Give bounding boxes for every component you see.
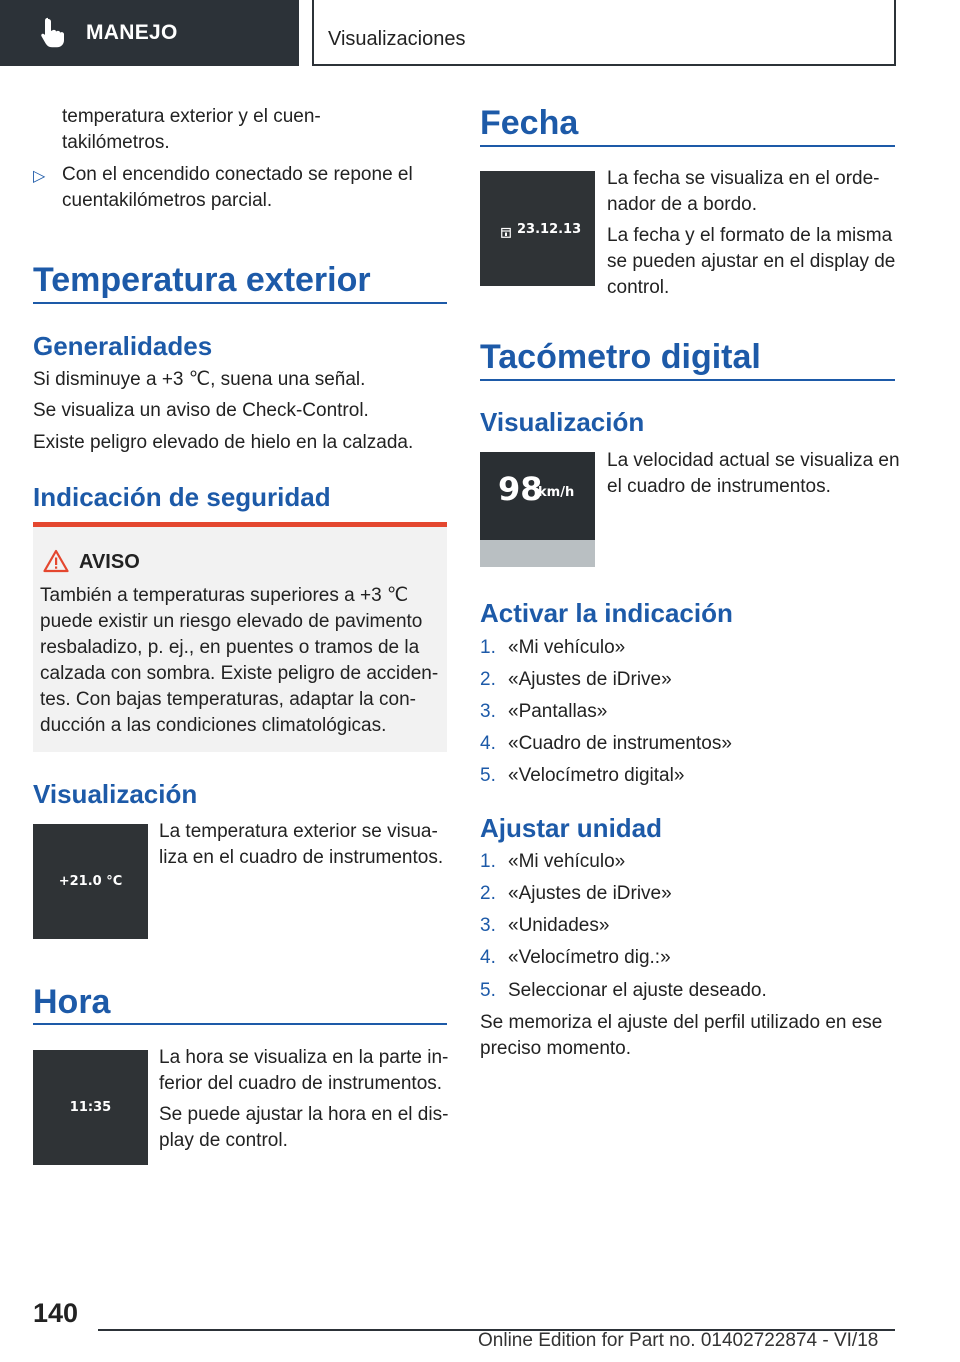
paragraph-line: control. xyxy=(607,277,670,298)
subsection-heading: Ajustar unidad xyxy=(480,813,663,843)
step-text: «Ajustes de iDrive» xyxy=(508,883,672,904)
page-number: 140 xyxy=(33,1298,79,1328)
paragraph-line: Se memoriza el ajuste del perfil utilizado en ese xyxy=(480,1012,883,1033)
hand-pointer-icon xyxy=(38,16,72,50)
paragraph: Si disminuye a +3 ℃, suena una señal. xyxy=(33,369,366,390)
section-heading: Fecha xyxy=(480,104,579,142)
paragraph-line: La fecha se visualiza en el orde‐ xyxy=(607,168,880,189)
paragraph: Se visualiza un aviso de Check-Control. xyxy=(33,400,369,421)
step-text: «Mi vehículo» xyxy=(508,637,626,658)
bullet-text-line: Con el encendido conectado se repone el xyxy=(62,164,413,185)
paragraph-line: La fecha y el formato de la misma xyxy=(607,225,893,246)
section-heading: Tacómetro digital xyxy=(480,338,761,376)
warning-text xyxy=(40,583,445,739)
chapter-tab xyxy=(312,0,896,66)
step-number: 5. xyxy=(480,980,496,1001)
warning-line: tes. Con bajas temperaturas, adaptar la con‐ xyxy=(40,689,416,710)
date-readout: 23.12.13 xyxy=(517,222,582,237)
step-text: «Cuadro de instrumentos» xyxy=(508,733,732,754)
heading-rule xyxy=(33,302,447,304)
subsection-heading: Activar la indicación xyxy=(480,598,733,628)
heading-rule xyxy=(480,379,895,381)
warning-line: ducción a las condiciones climatológicas. xyxy=(40,715,387,736)
bullet-item xyxy=(33,162,453,216)
step-number: 2. xyxy=(480,669,496,690)
time-readout: 11:35 xyxy=(69,1100,112,1115)
step-text: «Pantallas» xyxy=(508,701,608,722)
section-heading: Hora xyxy=(33,983,111,1021)
warning-label: AVISO xyxy=(79,551,140,573)
paragraph-line: ferior del cuadro de instrumentos. xyxy=(159,1073,443,1094)
step-text: «Ajustes de iDrive» xyxy=(508,669,672,690)
step-text: «Velocímetro digital» xyxy=(508,765,685,786)
temperature-display-image xyxy=(33,824,148,939)
paragraph-line: se pueden ajustar en el display de xyxy=(607,251,896,272)
subsection-heading: Visualización xyxy=(33,779,198,809)
warning-line: puede existir un riesgo elevado de pavimento xyxy=(40,611,423,632)
speed-value: 98 xyxy=(498,470,543,508)
chapter-label: Visualizaciones xyxy=(328,28,466,50)
step-number: 3. xyxy=(480,915,496,936)
heading-rule xyxy=(33,1023,447,1025)
step-text: «Velocímetro dig.:» xyxy=(508,947,671,968)
step-number: 1. xyxy=(480,851,496,872)
subsection-heading: Indicación de seguridad xyxy=(33,482,331,512)
date-display-image xyxy=(480,171,595,286)
paragraph-line: La velocidad actual se visualiza en xyxy=(607,450,900,471)
speedometer-display-image xyxy=(480,452,595,567)
step-number: 4. xyxy=(480,947,496,968)
paragraph: Existe peligro elevado de hielo en la calzada. xyxy=(33,432,414,453)
edition-note: Online Edition for Part no. 01402722874 - VI/18 xyxy=(478,1330,879,1351)
speed-unit: km/h xyxy=(538,485,575,500)
step-number: 1. xyxy=(480,637,496,658)
continued-text-line: temperatura exterior y el cuen‐ xyxy=(62,106,321,127)
step-number: 4. xyxy=(480,733,496,754)
paragraph-line: La hora se visualiza en la parte in‐ xyxy=(159,1047,449,1068)
paragraph-line: play de control. xyxy=(159,1130,288,1151)
heading-rule xyxy=(480,145,895,147)
step-text: «Unidades» xyxy=(508,915,610,936)
step-text: «Mi vehículo» xyxy=(508,851,626,872)
triangle-bullet-icon: ▷ xyxy=(33,168,46,185)
warning-line: calzada con sombra. Existe peligro de acciden‐ xyxy=(40,663,439,684)
warning-triangle-icon xyxy=(43,549,69,578)
step-text: Seleccionar el ajuste deseado. xyxy=(508,980,767,1001)
paragraph-line: Se puede ajustar la hora en el dis‐ xyxy=(159,1104,449,1125)
paragraph-line: La temperatura exterior se visua‐ xyxy=(159,821,438,842)
subsection-heading: Visualización xyxy=(480,407,645,437)
warning-line: También a temperaturas superiores a +3 ℃ xyxy=(40,585,409,606)
paragraph-line: liza en el cuadro de instrumentos. xyxy=(159,847,444,868)
warning-box xyxy=(33,522,447,752)
warning-line: resbaladizo, p. ej., en puentes o tramos de la xyxy=(40,637,420,658)
step-number: 2. xyxy=(480,883,496,904)
calendar-icon xyxy=(501,223,511,242)
step-number: 5. xyxy=(480,765,496,786)
speedometer-bar xyxy=(480,540,595,567)
section-label: MANEJO xyxy=(86,21,178,44)
paragraph-line: preciso momento. xyxy=(480,1038,632,1059)
section-heading: Temperatura exterior xyxy=(33,261,371,299)
paragraph-line: nador de a bordo. xyxy=(607,194,758,215)
continued-text-line: takilómetros. xyxy=(62,132,170,153)
paragraph-line: el cuadro de instrumentos. xyxy=(607,476,831,497)
bullet-text-line: cuentakilómetros parcial. xyxy=(62,190,273,211)
section-tab xyxy=(0,0,299,66)
temperature-readout: +21.0 °C xyxy=(58,874,123,889)
subsection-heading: Generalidades xyxy=(33,331,213,361)
step-number: 3. xyxy=(480,701,496,722)
clock-display-image xyxy=(33,1050,148,1165)
